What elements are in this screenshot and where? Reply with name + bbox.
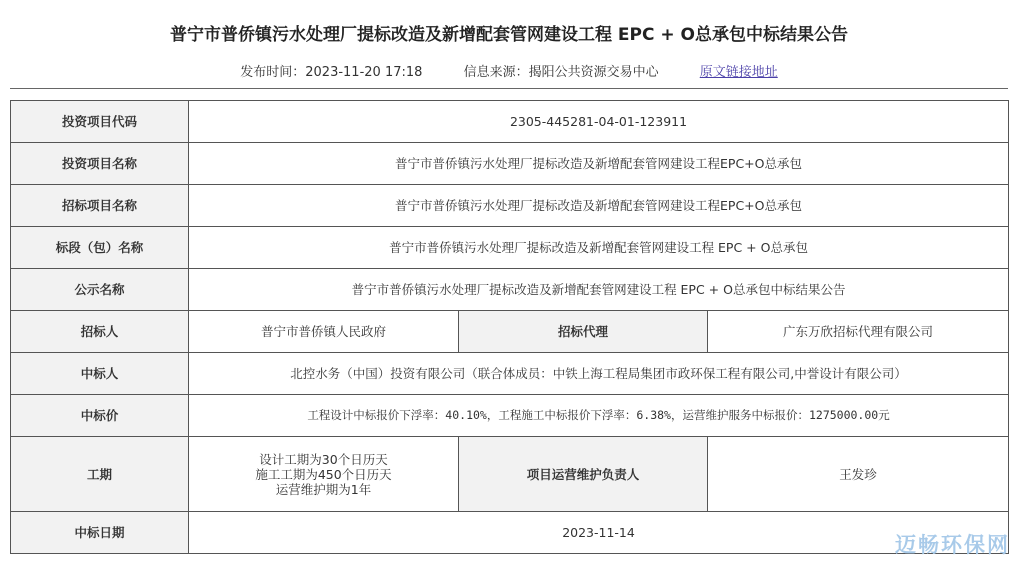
result-table bbox=[10, 100, 1009, 554]
tender-name-value: 普宁市普侨镇污水处理厂提标改造及新增配套管网建设工程EPC+O总承包 bbox=[189, 185, 1009, 227]
agent-label: 招标代理 bbox=[459, 311, 708, 353]
publish-value: 2023-11-20 17:18 bbox=[305, 65, 423, 80]
winner-label: 中标人 bbox=[11, 353, 189, 395]
info-source bbox=[464, 65, 659, 80]
duration-label: 工期 bbox=[11, 437, 189, 512]
operation-duration: 运营维护期为1年 bbox=[275, 481, 372, 497]
manager-label: 项目运营维护负责人 bbox=[459, 437, 708, 512]
project-name-label: 投资项目名称 bbox=[11, 143, 189, 185]
table-row bbox=[11, 269, 1009, 311]
duration-value bbox=[189, 437, 459, 512]
section-name-value: 普宁市普侨镇污水处理厂提标改造及新增配套管网建设工程 EPC + O总承包 bbox=[189, 227, 1009, 269]
table-row bbox=[11, 143, 1009, 185]
table-row bbox=[11, 437, 1009, 512]
table-row bbox=[11, 512, 1009, 554]
price-label: 中标价 bbox=[11, 395, 189, 437]
project-code-label: 投资项目代码 bbox=[11, 101, 189, 143]
table-row bbox=[11, 353, 1009, 395]
manager-value: 王发珍 bbox=[708, 437, 1009, 512]
divider bbox=[10, 88, 1008, 89]
design-duration: 设计工期为30个日历天 bbox=[259, 451, 388, 467]
agent-value: 广东万欣招标代理有限公司 bbox=[708, 311, 1009, 353]
publish-time bbox=[240, 65, 422, 80]
table-row bbox=[11, 395, 1009, 437]
table-row bbox=[11, 101, 1009, 143]
source-value: 揭阳公共资源交易中心 bbox=[528, 65, 659, 80]
watermark: 迈畅环保网 bbox=[895, 533, 1010, 557]
project-name-value: 普宁市普侨镇污水处理厂提标改造及新增配套管网建设工程EPC+O总承包 bbox=[189, 143, 1009, 185]
winner-value: 北控水务（中国）投资有限公司（联合体成员：中铁上海工程局集团市政环保工程有限公司,中誉设计有限公司） bbox=[189, 353, 1009, 395]
meta-info bbox=[0, 61, 1018, 80]
price-value: 工程设计中标报价下浮率：40.10%，工程施工中标报价下浮率：6.38%，运营维护服务中标报价：1275000.00元 bbox=[189, 395, 1009, 437]
award-date-label: 中标日期 bbox=[11, 512, 189, 554]
tenderer-label: 招标人 bbox=[11, 311, 189, 353]
notice-name-value: 普宁市普侨镇污水处理厂提标改造及新增配套管网建设工程 EPC + O总承包中标结果公告 bbox=[189, 269, 1009, 311]
tender-name-label: 招标项目名称 bbox=[11, 185, 189, 227]
construction-duration: 施工工期为450个日历天 bbox=[255, 466, 392, 482]
notice-name-label: 公示名称 bbox=[11, 269, 189, 311]
project-code-value: 2305-445281-04-01-123911 bbox=[189, 101, 1009, 143]
table-row bbox=[11, 185, 1009, 227]
publish-label: 发布时间： bbox=[240, 65, 306, 80]
tenderer-value: 普宁市普侨镇人民政府 bbox=[189, 311, 459, 353]
section-name-label: 标段（包）名称 bbox=[11, 227, 189, 269]
table-row bbox=[11, 311, 1009, 353]
award-date-value: 2023-11-14 bbox=[189, 512, 1009, 554]
original-link[interactable]: 原文链接地址 bbox=[699, 65, 778, 80]
source-label: 信息来源： bbox=[463, 65, 529, 80]
page-title: 普宁市普侨镇污水处理厂提标改造及新增配套管网建设工程 EPC + O总承包中标结果公告 bbox=[170, 25, 848, 45]
table-row bbox=[11, 227, 1009, 269]
